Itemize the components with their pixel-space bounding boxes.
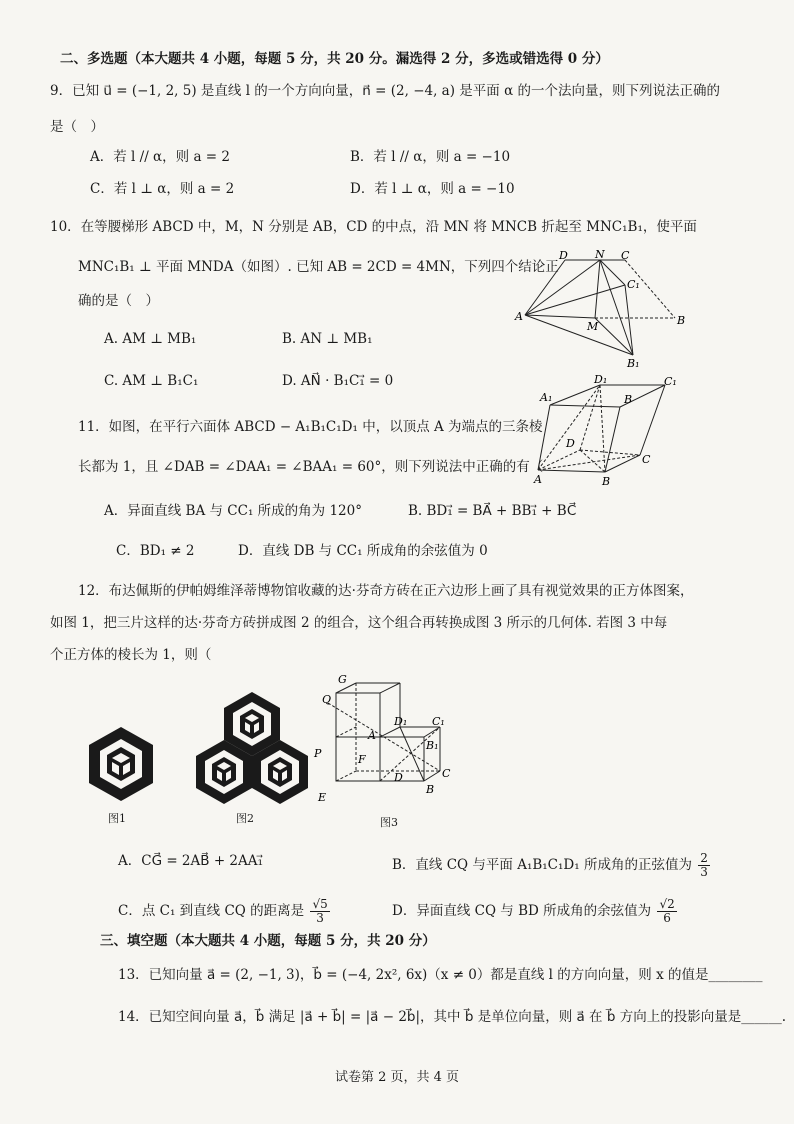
q12-option-d — [392, 898, 677, 925]
q11-label-c: C — [642, 453, 651, 466]
q9-option-a: A．若 l // α，则 a = 2 — [90, 149, 230, 165]
q11-label-d1: D₁ — [594, 373, 608, 386]
q10-label-c1: C₁ — [627, 278, 640, 291]
q9-stem-line2: 是（ ） — [50, 119, 104, 135]
q10-stem-line1: 10．在等腰梯形 ABCD 中，M，N 分别是 AB，CD 的中点，沿 MN 将 MNCB 折起至 MNC₁B₁，使平面 — [50, 219, 697, 235]
section-heading-multiple-choice: 二、多选题（本大题共 4 小题，每题 5 分，共 20 分。漏选得 2 分，多选或错选得 0 分） — [60, 51, 609, 67]
q10-label-c: C — [621, 249, 630, 262]
q9-stem-line1: 9．已知 u⃗ = (−1, 2, 5) 是直线 l 的一个方向向量，n⃗ = (2, −4, a) 是平面 α 的一个法向量，则下列说法正确的 — [50, 83, 720, 99]
q10-label-b1: B₁ — [627, 357, 640, 370]
q9-option-d: D．若 l ⊥ α，则 a = −10 — [350, 181, 515, 197]
q12-option-d-text: D．异面直线 CQ 与 BD 所成角的余弦值为 — [392, 903, 652, 919]
q12-fig3-label-b: B — [426, 783, 435, 796]
q10-label-n: N — [595, 248, 605, 261]
q10-label-a: A — [515, 310, 523, 323]
q12-fig3-label-q: Q — [322, 693, 332, 706]
q12-option-b — [392, 852, 710, 879]
q14-text: 14．已知空间向量 a⃗，b⃗ 满足 |a⃗ + b⃗| = |a⃗ − 2b⃗|，其中 b⃗ 是单位向量，则 a⃗ 在 b⃗ 方向上的投影向量是______. — [118, 1009, 786, 1025]
q11-label-d: D — [566, 437, 575, 450]
q10-stem-line2: MNC₁B₁ ⊥ 平面 MNDA（如图）. 已知 AB = 2CD = 4MN，下列四个结论正 — [78, 259, 559, 275]
q12-fig3-label-c1: C₁ — [432, 715, 445, 728]
q11-option-d: D．直线 DB 与 CC₁ 所成角的余弦值为 0 — [238, 543, 488, 559]
q12-figure-2-caption: 图2 — [236, 812, 254, 825]
page-footer: 试卷第 2 页，共 4 页 — [334, 1070, 460, 1085]
q10-stem-line3: 确的是（ ） — [78, 293, 159, 309]
q11-option-c: C．BD₁ ≠ 2 — [116, 543, 195, 559]
q11-label-a: A — [534, 473, 542, 486]
q12-stem-line2: 如图 1，把三片这样的达·芬奇方砖拼成图 2 的组合，这个组合再转换成图 3 所示的几何体. 若图 3 中每 — [50, 615, 668, 631]
q11-label-c1: C₁ — [664, 375, 677, 388]
q12-option-d-fraction — [657, 898, 676, 925]
q12-fig3-label-g: G — [338, 673, 347, 686]
q9-option-b: B．若 l // α，则 a = −10 — [350, 149, 511, 165]
q10-option-c: C. AM ⊥ B₁C₁ — [104, 373, 199, 389]
q11-parallelepiped-figure — [530, 375, 690, 490]
q12-stem-line1: 12．布达佩斯的伊帕姆维泽蒂博物馆收藏的达·芬奇方砖在正六边形上画了具有视觉效果的正方体图案， — [78, 583, 694, 599]
q12-fig3-label-d1: D₁ — [394, 715, 408, 728]
q12-option-a: A．CG⃗ = 2AB⃗ + 2AA₁⃗ — [118, 853, 263, 869]
q12-figure-1-tile — [86, 725, 156, 805]
q12-figure-3-cubes — [310, 675, 460, 815]
q12-figure-2-three-tiles — [192, 690, 312, 810]
q12-option-d-numerator: √2 — [659, 897, 675, 911]
q11-option-a: A．异面直线 BA 与 CC₁ 所成的角为 120° — [104, 503, 362, 519]
q12-option-c-text: C．点 C₁ 到直线 CQ 的距离是 — [118, 903, 305, 919]
q12-fig3-label-d: D — [394, 771, 403, 784]
q12-option-c-fraction — [310, 898, 329, 925]
q13-text: 13．已知向量 a⃗ = (2, −1, 3)，b⃗ = (−4, 2x², 6x)（x ≠ 0）都是直线 l 的方向向量，则 x 的值是________ — [118, 967, 763, 983]
q12-option-c-numerator: √5 — [312, 897, 328, 911]
q10-label-b: B — [677, 314, 686, 327]
q12-option-b-fraction — [698, 852, 710, 879]
q10-option-d: D. AN⃗ · B₁C₁⃗ = 0 — [282, 373, 394, 389]
section-heading-fill-in: 三、填空题（本大题共 4 小题，每题 5 分，共 20 分） — [100, 933, 436, 949]
q12-fig3-label-p: P — [314, 747, 322, 760]
q12-option-b-text: B．直线 CQ 与平面 A₁B₁C₁D₁ 所成角的正弦值为 — [392, 857, 692, 873]
q10-folded-trapezoid-figure — [515, 250, 690, 375]
q10-label-m: M — [587, 320, 599, 333]
q12-figure-1-caption: 图1 — [108, 812, 126, 825]
q12-option-b-numerator: 2 — [700, 851, 708, 865]
q12-option-c-denominator: 3 — [316, 911, 324, 925]
q12-option-c — [118, 898, 330, 925]
q12-stem-line3: 个正方体的棱长为 1，则（ — [50, 647, 212, 663]
q12-option-b-denominator: 3 — [700, 865, 708, 879]
q11-stem-line2: 长都为 1，且 ∠DAB = ∠DAA₁ = ∠BAA₁ = 60°，则下列说法中正确的有（ — [78, 459, 544, 475]
q12-option-d-denominator: 6 — [663, 911, 671, 925]
q10-option-b: B. AN ⊥ MB₁ — [282, 331, 373, 347]
q11-label-b: B — [602, 475, 611, 488]
q11-label-a1: A₁ — [540, 391, 553, 404]
q11-option-b: B. BD₁⃗ = BA⃗ + BB₁⃗ + BC⃗ — [408, 503, 577, 519]
q12-fig3-label-f: F — [358, 753, 366, 766]
q12-fig3-label-c: C — [442, 767, 451, 780]
q12-fig3-label-a: A — [368, 729, 376, 742]
q11-stem-line1: 11．如图，在平行六面体 ABCD − A₁B₁C₁D₁ 中，以顶点 A 为端点的三条棱 — [78, 419, 543, 435]
q10-label-d: D — [559, 249, 568, 262]
q12-fig3-label-b1: B₁ — [426, 739, 439, 752]
q12-fig3-label-e: E — [318, 791, 327, 804]
q12-figure-3-caption: 图3 — [380, 816, 398, 829]
q9-option-c: C．若 l ⊥ α，则 a = 2 — [90, 181, 235, 197]
q11-label-b1: B — [624, 393, 633, 406]
q10-option-a: A. AM ⊥ MB₁ — [104, 331, 197, 347]
